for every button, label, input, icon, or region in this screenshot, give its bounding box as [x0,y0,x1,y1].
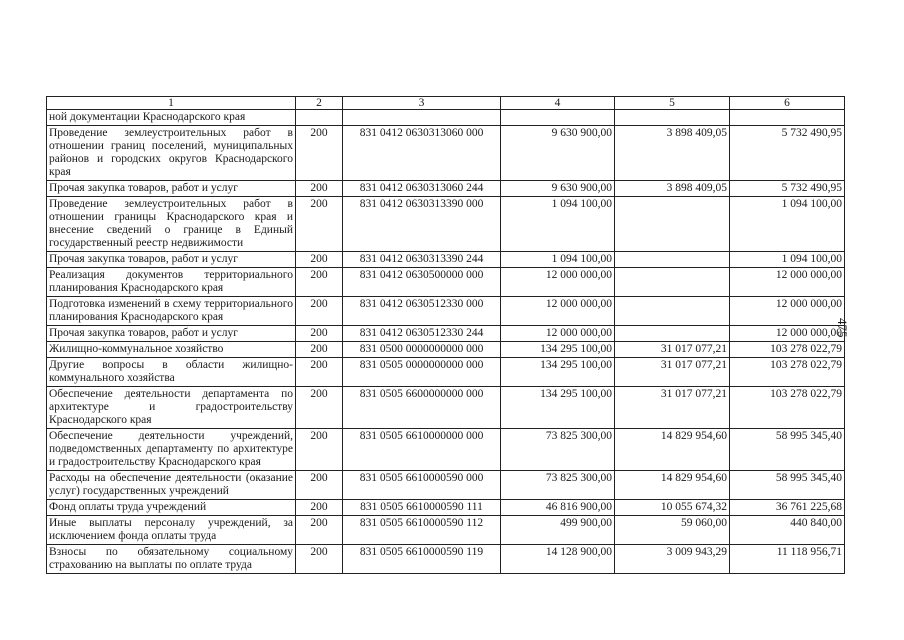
row-name-cell: Проведение землеустроительных работ в отношении границы Краснодарского края и внесение сведений о границе в Единый государственный реестр недвижимости [47,197,296,252]
row-executed-amount-cell: 3 898 409,05 [615,181,730,197]
row-name-cell: Фонд оплаты труда учреждений [47,500,296,516]
row-line-code-cell: 200 [296,297,343,326]
row-classification-code-cell: 831 0412 0630313060 000 [343,126,501,181]
row-executed-amount-cell: 14 829 954,60 [615,429,730,471]
table-row [47,545,845,574]
table-row [47,429,845,471]
col-header-3: 3 [343,97,501,110]
table-row [47,297,845,326]
row-line-code-cell: 200 [296,387,343,429]
row-remaining-amount-cell: 58 995 345,40 [730,429,845,471]
row-remaining-amount-cell: 440 840,00 [730,516,845,545]
row-executed-amount-cell: 31 017 077,21 [615,358,730,387]
row-executed-amount-cell: 31 017 077,21 [615,342,730,358]
row-executed-amount-cell: 14 829 954,60 [615,471,730,500]
row-approved-amount-cell: 12 000 000,00 [501,268,615,297]
row-remaining-amount-cell: 103 278 022,79 [730,342,845,358]
table-row [47,500,845,516]
row-name-cell: Обеспечение деятельности департамента по архитектуре и градостроительству Краснодарского края [47,387,296,429]
row-classification-code-cell: 831 0505 6610000000 000 [343,429,501,471]
table-row [47,387,845,429]
row-remaining-amount-cell: 103 278 022,79 [730,358,845,387]
row-executed-amount-cell [615,268,730,297]
row-line-code-cell [296,110,343,126]
table-row [47,197,845,252]
table-row [47,252,845,268]
row-line-code-cell: 200 [296,268,343,297]
row-executed-amount-cell: 31 017 077,21 [615,387,730,429]
row-executed-amount-cell [615,110,730,126]
row-remaining-amount-cell: 12 000 000,00 [730,268,845,297]
row-name-cell: Иные выплаты персоналу учреждений, за исключением фонда оплаты труда [47,516,296,545]
row-executed-amount-cell: 3 898 409,05 [615,126,730,181]
row-classification-code-cell: 831 0505 6610000590 000 [343,471,501,500]
row-name-cell: Обеспечение деятельности учреждений, подведомственных департаменту по архитектуре и градостроительству Краснодарского края [47,429,296,471]
row-name-cell: Прочая закупка товаров, работ и услуг [47,181,296,197]
row-name-cell: Прочая закупка товаров, работ и услуг [47,326,296,342]
row-remaining-amount-cell: 36 761 225,68 [730,500,845,516]
row-name-cell: Проведение землеустроительных работ в отношении границ поселений, муниципальных районов и городских округов Краснодарского края [47,126,296,181]
row-approved-amount-cell: 9 630 900,00 [501,126,615,181]
col-header-2: 2 [296,97,343,110]
row-approved-amount-cell: 1 094 100,00 [501,252,615,268]
row-classification-code-cell: 831 0412 0630500000 000 [343,268,501,297]
row-classification-code-cell: 831 0412 0630313390 000 [343,197,501,252]
row-line-code-cell: 200 [296,429,343,471]
row-approved-amount-cell: 499 900,00 [501,516,615,545]
row-line-code-cell: 200 [296,181,343,197]
row-line-code-cell: 200 [296,516,343,545]
row-executed-amount-cell [615,326,730,342]
row-line-code-cell: 200 [296,358,343,387]
row-executed-amount-cell [615,252,730,268]
row-remaining-amount-cell: 11 118 956,71 [730,545,845,574]
row-classification-code-cell: 831 0412 0630512330 000 [343,297,501,326]
row-remaining-amount-cell: 5 732 490,95 [730,181,845,197]
row-approved-amount-cell: 1 094 100,00 [501,197,615,252]
row-approved-amount-cell [501,110,615,126]
row-approved-amount-cell: 14 128 900,00 [501,545,615,574]
row-classification-code-cell: 831 0412 0630313060 244 [343,181,501,197]
row-name-cell: Прочая закупка товаров, работ и услуг [47,252,296,268]
row-classification-code-cell: 831 0505 6610000590 112 [343,516,501,545]
row-line-code-cell: 200 [296,197,343,252]
table-row [47,516,845,545]
row-classification-code-cell: 831 0505 6600000000 000 [343,387,501,429]
row-remaining-amount-cell [730,110,845,126]
col-header-5: 5 [615,97,730,110]
row-classification-code-cell: 831 0505 0000000000 000 [343,358,501,387]
row-executed-amount-cell [615,197,730,252]
row-approved-amount-cell: 46 816 900,00 [501,500,615,516]
row-executed-amount-cell: 59 060,00 [615,516,730,545]
row-classification-code-cell: 831 0500 0000000000 000 [343,342,501,358]
row-remaining-amount-cell: 12 000 000,00 [730,326,845,342]
row-classification-code-cell: 831 0412 0630512330 244 [343,326,501,342]
row-classification-code-cell: 831 0505 6610000590 111 [343,500,501,516]
col-header-4: 4 [501,97,615,110]
row-remaining-amount-cell: 12 000 000,00 [730,297,845,326]
row-approved-amount-cell: 134 295 100,00 [501,358,615,387]
row-approved-amount-cell: 73 825 300,00 [501,429,615,471]
row-line-code-cell: 200 [296,326,343,342]
row-remaining-amount-cell: 103 278 022,79 [730,387,845,429]
table-row [47,342,845,358]
row-executed-amount-cell [615,297,730,326]
row-classification-code-cell: 831 0505 6610000590 119 [343,545,501,574]
row-line-code-cell: 200 [296,471,343,500]
table-row [47,110,845,126]
row-approved-amount-cell: 12 000 000,00 [501,297,615,326]
row-name-cell: Расходы на обеспечение деятельности (оказание услуг) государственных учреждений [47,471,296,500]
row-approved-amount-cell: 134 295 100,00 [501,342,615,358]
budget-table [46,96,845,574]
table-row [47,268,845,297]
row-remaining-amount-cell: 5 732 490,95 [730,126,845,181]
table-row [47,126,845,181]
row-name-cell: Взносы по обязательному социальному страхованию на выплаты по оплате труда [47,545,296,574]
row-name-cell: Реализация документов территориального планирования Краснодарского края [47,268,296,297]
row-name-cell: Жилищно-коммунальное хозяйство [47,342,296,358]
row-remaining-amount-cell: 58 995 345,40 [730,471,845,500]
table-row [47,326,845,342]
row-line-code-cell: 200 [296,500,343,516]
row-line-code-cell: 200 [296,252,343,268]
row-executed-amount-cell: 3 009 943,29 [615,545,730,574]
table-row [47,181,845,197]
col-header-6: 6 [730,97,845,110]
row-name-cell: Другие вопросы в области жилищно-коммунального хозяйства [47,358,296,387]
row-executed-amount-cell: 10 055 674,32 [615,500,730,516]
row-remaining-amount-cell: 1 094 100,00 [730,252,845,268]
row-line-code-cell: 200 [296,342,343,358]
row-line-code-cell: 200 [296,545,343,574]
row-approved-amount-cell: 134 295 100,00 [501,387,615,429]
row-approved-amount-cell: 9 630 900,00 [501,181,615,197]
row-name-cell: Подготовка изменений в схему территориального планирования Краснодарского края [47,297,296,326]
page-number: 475 [835,318,850,338]
row-remaining-amount-cell: 1 094 100,00 [730,197,845,252]
row-name-cell: ной документации Краснодарского края [47,110,296,126]
row-classification-code-cell [343,110,501,126]
row-classification-code-cell: 831 0412 0630313390 244 [343,252,501,268]
table-row [47,471,845,500]
row-approved-amount-cell: 73 825 300,00 [501,471,615,500]
col-header-1: 1 [47,97,296,110]
row-approved-amount-cell: 12 000 000,00 [501,326,615,342]
header-row [47,97,845,110]
row-line-code-cell: 200 [296,126,343,181]
table-row [47,358,845,387]
